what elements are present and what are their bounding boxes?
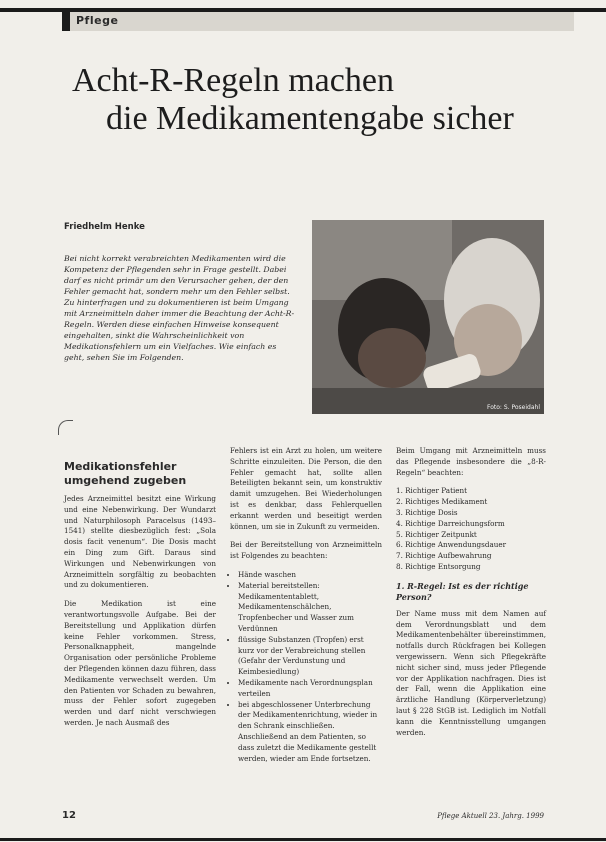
- list-item: 2. Richtiges Medikament: [396, 497, 488, 507]
- photo-illustration: [312, 220, 544, 414]
- preparation-list: [230, 570, 382, 764]
- paragraph: Jedes Arzneimittel besitzt eine Wirkung und eine Nebenwirkung. Der Wundarzt und Naturphilosoph Paracelsus (1493–1541) stellte diesbezüglich fest: „Sola dosis facit venenum“. Die Dosis macht ein Ding zum Gift. Daraus sind Wirkungen und Nebenwirkungen von Arzneimitteln sorgfältig zu beobachten und zu dokumentieren.: [64, 494, 216, 590]
- section-heading: Medikationsfehler umgehend zugeben: [64, 460, 187, 487]
- intro-text: Bei nicht korrekt verabreichten Medikamenten wird die Kompetenz der Pflegenden sehr in Frage gestellt. Dabei darf es nicht primär um den Verursacher gehen, der den Fehler gemacht hat, sondern mehr um den Fehler selbst. Zu hinterfragen und zu dokumentieren ist beim Umgang mit Arzneimitteln daher immer die Beachtung der Acht-R-Regeln. Werden diese einfachen Hinweise konsequent eingehalten, sinkt die Wahrscheinlichkeit von Medikationsfehlern um ein Vielfaches. Wie einfach es geht, sehen Sie im Folgenden.: [64, 254, 295, 362]
- page-title-line-2: die Medikamentengabe sicher: [106, 100, 514, 137]
- photo-credit: Foto: S. Poseidahl: [487, 404, 540, 411]
- list-item: • Hände waschen: [238, 570, 382, 581]
- section-label: Pflege: [76, 14, 119, 27]
- journal-footer: Pflege Aktuell 23. Jahrg. 1999: [437, 812, 544, 820]
- page-title-line-1: Acht-R-Regeln machen: [72, 62, 394, 99]
- paragraph: Bei der Bereitstellung von Arzneimitteln ist Folgendes zu beachten:: [230, 540, 382, 561]
- paragraph: Der Name muss mit dem Namen auf dem Verordnungsblatt und dem Medikamentenbehälter übereinstimmen, notfalls durch Rückfragen bei Kollegen vergewissern. Wenn sich Pflegekräfte nicht sicher sind, muss jeder Pflegende vor der Applikation nachfragen. Dies ist der Fall, wenn die Applikation eine ärztliche Handlung (Körperverletzung) laut § 228 StGB ist. Lediglich im Notfall kann die Kenntnisstellung umgangen werden.: [396, 608, 546, 737]
- list-item: • bei abgeschlossener Unterbrechung der Medikamentenrichtung, wieder in den Schrank einschließen. Anschließend an dem Patienten, so dass zuletzt die Medikamente gestellt werden, wieder am Ende fortsetzen.: [238, 700, 382, 765]
- list-item: 3. Richtige Dosis: [396, 507, 458, 517]
- list-item: 1. Richtiger Patient: [396, 486, 468, 496]
- author-name: Friedhelm Henke: [64, 222, 145, 232]
- rules-list: [396, 486, 546, 572]
- column-1: [64, 446, 216, 737]
- list-item: 8. Richtige Entsorgung: [396, 561, 481, 571]
- list-item: • Material bereitstellen: Medikamententablett, Medikamentenschälchen, Tropfenbecher und Wasser zum Verdünnen: [238, 581, 382, 635]
- paragraph: Fehlers ist ein Arzt zu holen, um weitere Schritte einzuleiten. Die Person, die den Fehler gemacht hat, sollte allen Beteiligten bekannt sein, um konstruktiv damit umzugehen. Bei Wiederholungen ist es denkbar, dass Fehlerquellen erkannt werden und beseitigt werden können, um sie in Zukunft zu vermeiden.: [230, 446, 382, 531]
- rule-subheading: 1. R-Regel: Ist es der richtige Person?: [396, 580, 529, 602]
- list-item: 5. Richtiger Zeitpunkt: [396, 529, 477, 539]
- paragraph: Beim Umgang mit Arzneimitteln muss das Pflegende insbesondere die „8-R-Regeln“ beachten:: [396, 446, 546, 477]
- paragraph: Die Medikation ist eine verantwortungsvolle Aufgabe. Bei der Bereitstellung und Applikation dürfen keine Fehler vorkommen. Stress, Personalknappheit, mangelnde Organisation oder persönliche Probleme der Pflegenden können dazu führen, dass Medikamente verwechselt werden. Um den Patienten vor Schaden zu bewahren, muss der Fehler sofort zugegeben werden und darf nicht verschwiegen werden. Je nach Ausmaß des: [64, 599, 216, 727]
- list-item: • flüssige Substanzen (Tropfen) erst kurz vor der Verabreichung stellen (Gefahr der Verdunstung und Keimbesiedlung): [238, 635, 382, 678]
- column-2: [230, 446, 382, 772]
- list-item: 6. Richtige Anwendungsdauer: [396, 540, 507, 550]
- header-band-marker: [62, 12, 70, 31]
- list-item: 7. Richtige Aufbewahrung: [396, 551, 492, 561]
- decorative-corner: [58, 420, 73, 435]
- header-band: [62, 12, 574, 31]
- bottom-rule: [0, 838, 606, 841]
- page-number: 12: [62, 810, 76, 821]
- list-item: • Medikamente nach Verordnungsplan verteilen: [238, 678, 382, 700]
- list-item: 4. Richtige Darreichungsform: [396, 518, 505, 528]
- article-photo: [312, 220, 544, 414]
- column-3: [396, 446, 546, 746]
